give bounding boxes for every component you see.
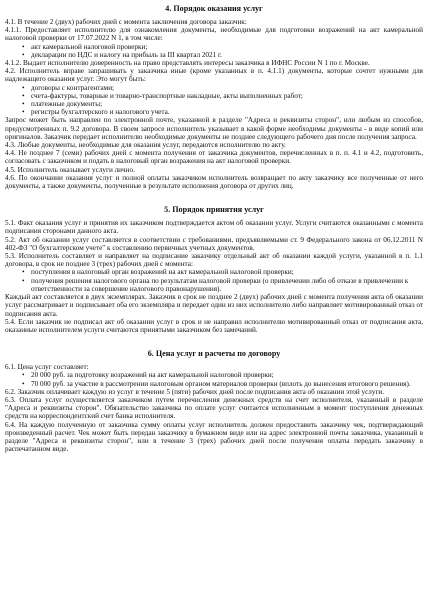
clause-paragraph: 4.6. По окончании оказания услуг и полной оплаты заказчиком исполнитель возвращает по акту заказчику все полученные от него документы, а также документы, полученные в результате исполнения договора от других лиц.	[5, 173, 423, 191]
section-4	[5, 4, 423, 190]
bullet-item: • договоры с контрагентами;	[31, 84, 423, 92]
clause-paragraph: 5.2. Акт об оказании услуг составляется в соответствии с требованиями, предъявляемыми ст. 9 Федерального закона от 06.12.2011 N 402-ФЗ "О бухгалтерском учете" к составлению первичных учетных документов.	[5, 235, 423, 252]
bullet-item: • поступления в налоговый орган возражений на акт камеральной налоговой проверки;	[31, 268, 423, 276]
clause-paragraph: 5.1. Факт оказания услуг и принятия их заказчиком подтверждается актом об оказании услуг. Услуги считаются оказанными с момента подписания сторонами данного акта.	[5, 219, 423, 236]
bullet-list	[5, 43, 423, 59]
section-title: 5. Порядок принятия услуг	[164, 205, 264, 215]
section-title: 4. Порядок оказания услуг	[165, 4, 263, 13]
section-spacer	[5, 190, 423, 203]
clause-paragraph: 4.1.1. Предоставляет исполнителю для ознакомления документы, необходимые для подготовки возражений на акт камеральной налоговой проверки от 17.07.2022 N 1, в том числе:	[5, 26, 423, 43]
clause-paragraph: 4.2. Исполнитель вправе запрашивать у заказчика иные (кроме указанных в п. 4.1.1) документы, которые сочтет нужными для надлежащего оказания услуг. Это могут быть:	[5, 67, 423, 84]
clause-paragraph: 5.4. Если заказчик не подписал акт об оказании услуг в срок и не направил исполнителю мотивированный отказ от подписания акта, оказанные исполнителем услуги считаются принятыми заказчиком без замечаний.	[5, 317, 423, 334]
clause-paragraph: Запрос может быть направлен по электронной почте, указанной в разделе "Адреса и реквизиты сторон", или любым из способов, предусмотренных п. 9.2 договора. В своем запросе исполнитель указывает в какой форме необходимы документы - в виде копий или оригиналов. Заказчик передает исполнителю необходимые документы не позднее следующего рабочего дня после получения запроса.	[5, 116, 423, 141]
clause-paragraph: 4.4. Не позднее 7 (семи) рабочих дней с момента получения от заказчика документов, перечисленных в п. п. 4.1 и 4.2, подготовить, согласовать с заказчиком и подать в налоговый орган возражения на акт налоговой проверки.	[5, 149, 423, 166]
bullet-item: • декларации по НДС и налогу на прибыль за III квартал 2021 г.	[31, 51, 423, 59]
bullet-item: • счета-фактуры, товарные и товарно-транспортные накладные, акты выполненных работ;	[31, 92, 423, 100]
clause-paragraph: 4.5. Исполнитель оказывает услуги лично.	[5, 165, 135, 174]
bullet-item: • акт камеральной налоговой проверки;	[31, 43, 423, 51]
clause-paragraph: Каждый акт составляется в двух экземплярах. Заказчик в срок не позднее 2 (двух) рабочих дней с момента получения акта об оказании услуг рассматривает и подписывает оба его экземпляра и передает один из них исполнителю либо направляет мотивированный отказ от подписания акта.	[5, 293, 423, 318]
clause-paragraph: 6.3. Оплата услуг осуществляется заказчиком путем перечисления денежных средств на счет исполнителя, указанный в разделе "Адреса и реквизиты сторон". Обязательство заказчика по оплате услуг считается исполненным в момент поступления денежных средств на корреспондентский счет банка исполнителя.	[5, 395, 423, 421]
bullet-list	[5, 84, 423, 117]
clause-paragraph: 6.1. Цена услуг составляет:	[5, 363, 89, 372]
bullet-list	[5, 371, 423, 387]
clause-paragraph: 4.3. Любые документы, необходимые для оказания услуг, передаются исполнителю по акту.	[5, 141, 286, 150]
section-5	[5, 205, 423, 334]
section-spacer	[5, 334, 423, 347]
clause-paragraph: 6.2. Заказчик оплачивает каждую из услуг в течение 5 (пяти) рабочих дней после подписания акта об оказании этой услуги.	[5, 387, 385, 396]
bullet-item: • регистры бухгалтерского и налогового учета.	[31, 108, 423, 116]
bullet-list	[5, 268, 423, 293]
bullet-item: • получения решения налогового органа по результатам налоговой проверки (о привлечении либо об отказе в привлечении к ответственности за совершение налогового правонарушения).	[31, 277, 423, 293]
bullet-item: • 20 000 руб. за подготовку возражений на акт камеральной налоговой проверки;	[31, 371, 423, 379]
clause-paragraph: 4.1.2. Выдает исполнителю доверенность на право представлять интересы заказчика в ИФНС России N 1 по г. Москве.	[5, 59, 370, 68]
clause-paragraph: 6.4. На каждую полученную от заказчика сумму оплаты услуг исполнитель должен предоставить заказчику чек, подтверждающий произведенный расчет. Чек может быть передан заказчику в бумажном виде или на адрес электронной почты заказчика, указанный в разделе "Адреса и реквизиты сторон", или в течение 3 (трех) рабочих дней после получения оплаты передать заказчику в распечатанном виде.	[5, 420, 423, 454]
clause-paragraph: 5.3. Исполнитель составляет и направляет на подписание заказчику отдельный акт об оказании каждой услуги, указанной в п. 1.1 договора, в срок не позднее 3 (трех) рабочих дней с момента:	[5, 252, 423, 269]
section-title: 6. Цена услуг и расчеты по договору	[147, 349, 281, 359]
bullet-item: • платежные документы;	[31, 100, 423, 108]
clause-paragraph: 4.1. В течение 2 (двух) рабочих дней с момента заключения договора заказчик:	[5, 18, 247, 26]
bullet-item: • 70 000 руб. за участие в рассмотрении налоговым органом материалов проверки (вплоть до вынесения итогового решения).	[31, 380, 423, 388]
section-6	[5, 349, 423, 453]
